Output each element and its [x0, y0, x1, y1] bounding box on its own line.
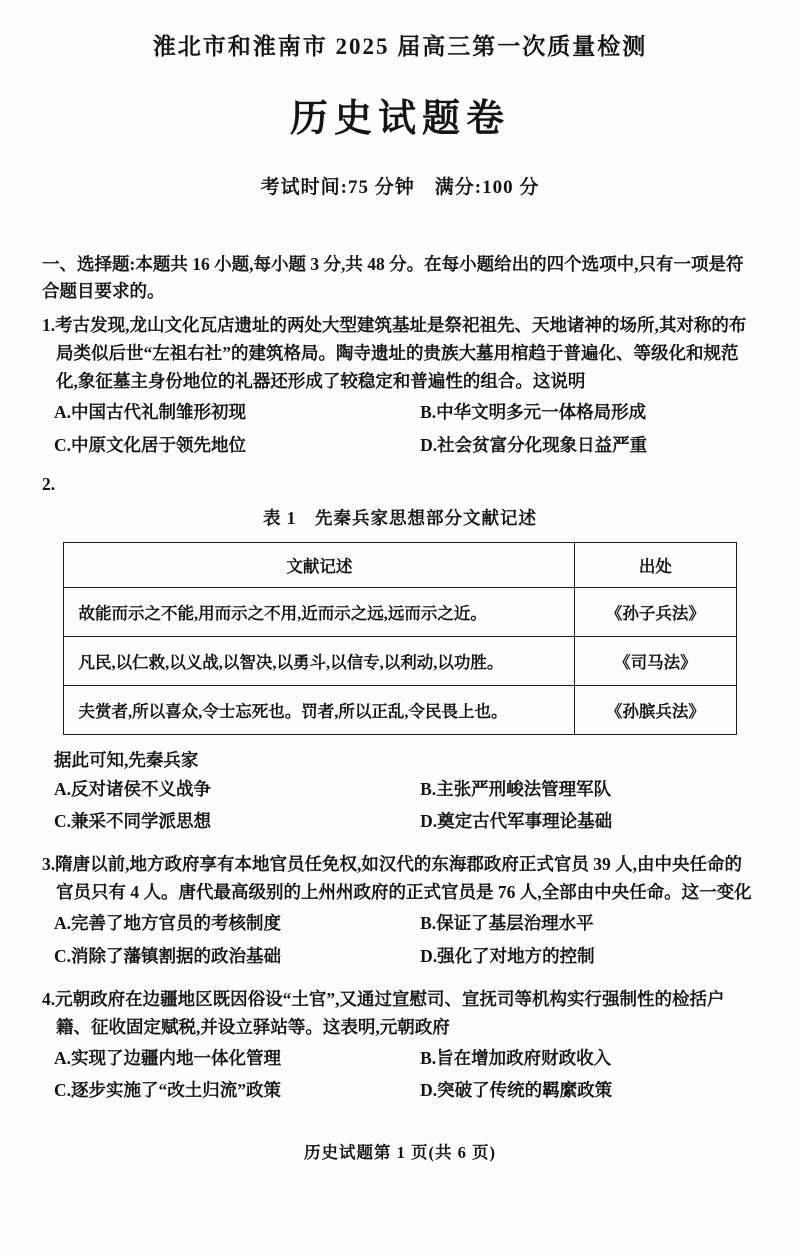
table-header-row	[64, 542, 736, 587]
question-3-option-a: A.完善了地方官员的考核制度	[54, 913, 282, 934]
table-cell-source: 《孙膑兵法》	[575, 685, 736, 734]
section-intro: 一、选择题:本题共 16 小题,每小题 3 分,共 48 分。在每小题给出的四个选项中,只有一项是符合题目要求的。	[42, 254, 744, 302]
sources-table	[63, 542, 736, 735]
question-3-options	[42, 910, 758, 969]
question-4-option-c: C.逐步实施了“改土归流”政策	[54, 1080, 282, 1100]
question-4-stem: 4.元朝政府在边疆地区既因俗设“土官”,又通过宣慰司、宣抚司等机构实行强制性的检括户籍、征收固定赋税,并设立驿站等。这表明,元朝政府	[42, 988, 725, 1037]
table-cell-description: 凡民,以仁救,以义战,以智决,以勇斗,以信专,以利动,以功胜。	[64, 636, 575, 685]
question-3-option-d: D.强化了对地方的控制	[420, 945, 595, 966]
question-1-option-c: C.中原文化居于领先地位	[54, 434, 247, 455]
exam-info: 考试时间:75 分钟 满分:100 分	[260, 177, 540, 198]
question-4-option-b: B.旨在增加政府财政收入	[420, 1047, 612, 1068]
question-3	[42, 850, 758, 975]
paper-subtitle: 历史试题卷	[289, 98, 510, 140]
table-cell-description: 夫赏者,所以喜众,令士忘死也。罚者,所以正乱,令民畏上也。	[64, 685, 575, 734]
question-2	[42, 474, 758, 841]
question-2-option-d: D.奠定古代军事理论基础	[420, 811, 613, 831]
question-1-stem: 1.考古发现,龙山文化瓦店遗址的两处大型建筑基址是祭祀祖先、天地诸神的场所,其对称的布局类似后世“左祖右社”的建筑格局。陶寺遗址的贵族大墓用棺趋于普遍化、等级化和规范化,象征墓主身份地位的礼器还形成了较稳定和普遍性的组合。这说明	[42, 315, 747, 392]
question-3-option-c: C.消除了藩镇割据的政治基础	[54, 945, 282, 966]
table-cell-description: 故能而示之不能,用而示之不用,近而示之远,远而示之近。	[64, 587, 575, 636]
question-2-number: 2.	[42, 473, 56, 494]
question-1-option-b: B.中华文明多元一体格局形成	[420, 402, 647, 423]
table-row	[64, 636, 736, 685]
question-1-option-a: A.中国古代礼制雏形初现	[54, 402, 247, 423]
question-4	[42, 985, 758, 1110]
question-1-options	[42, 399, 758, 458]
table-row	[64, 685, 736, 734]
question-4-options	[42, 1045, 758, 1104]
table-cell-source: 《司马法》	[575, 636, 736, 685]
table-header-description: 文献记述	[64, 542, 575, 587]
exam-title: 淮北市和淮南市 2025 届高三第一次质量检测	[152, 34, 648, 59]
table-row	[64, 587, 736, 636]
question-2-option-b: B.主张严刑峻法管理军队	[420, 778, 612, 799]
question-1	[42, 311, 758, 464]
question-3-option-b: B.保证了基层治理水平	[420, 913, 594, 934]
table-cell-source: 《孙子兵法》	[575, 587, 736, 636]
question-2-option-a: A.反对诸侯不义战争	[54, 778, 212, 799]
question-2-option-c: C.兼采不同学派思想	[54, 811, 212, 831]
question-4-option-a: A.实现了边疆内地一体化管理	[54, 1047, 282, 1068]
table-header-source: 出处	[575, 542, 736, 587]
table-caption: 表 1 先秦兵家思想部分文献记述	[262, 507, 538, 528]
question-2-followup: 据此可知,先秦兵家	[54, 749, 199, 770]
page-footer: 历史试题第 1 页(共 6 页)	[304, 1143, 496, 1163]
question-4-option-d: D.突破了传统的羁縻政策	[420, 1080, 613, 1100]
question-2-options	[42, 776, 758, 835]
question-1-option-d: D.社会贫富分化现象日益严重	[420, 434, 648, 455]
question-3-stem: 3.隋唐以前,地方政府享有本地官员任免权,如汉代的东海郡政府正式官员 39 人,由中央任命的官员只有 4 人。唐代最高级别的上州州政府的正式官员是 76 人,全部由中央任命。这一变化	[42, 854, 752, 903]
